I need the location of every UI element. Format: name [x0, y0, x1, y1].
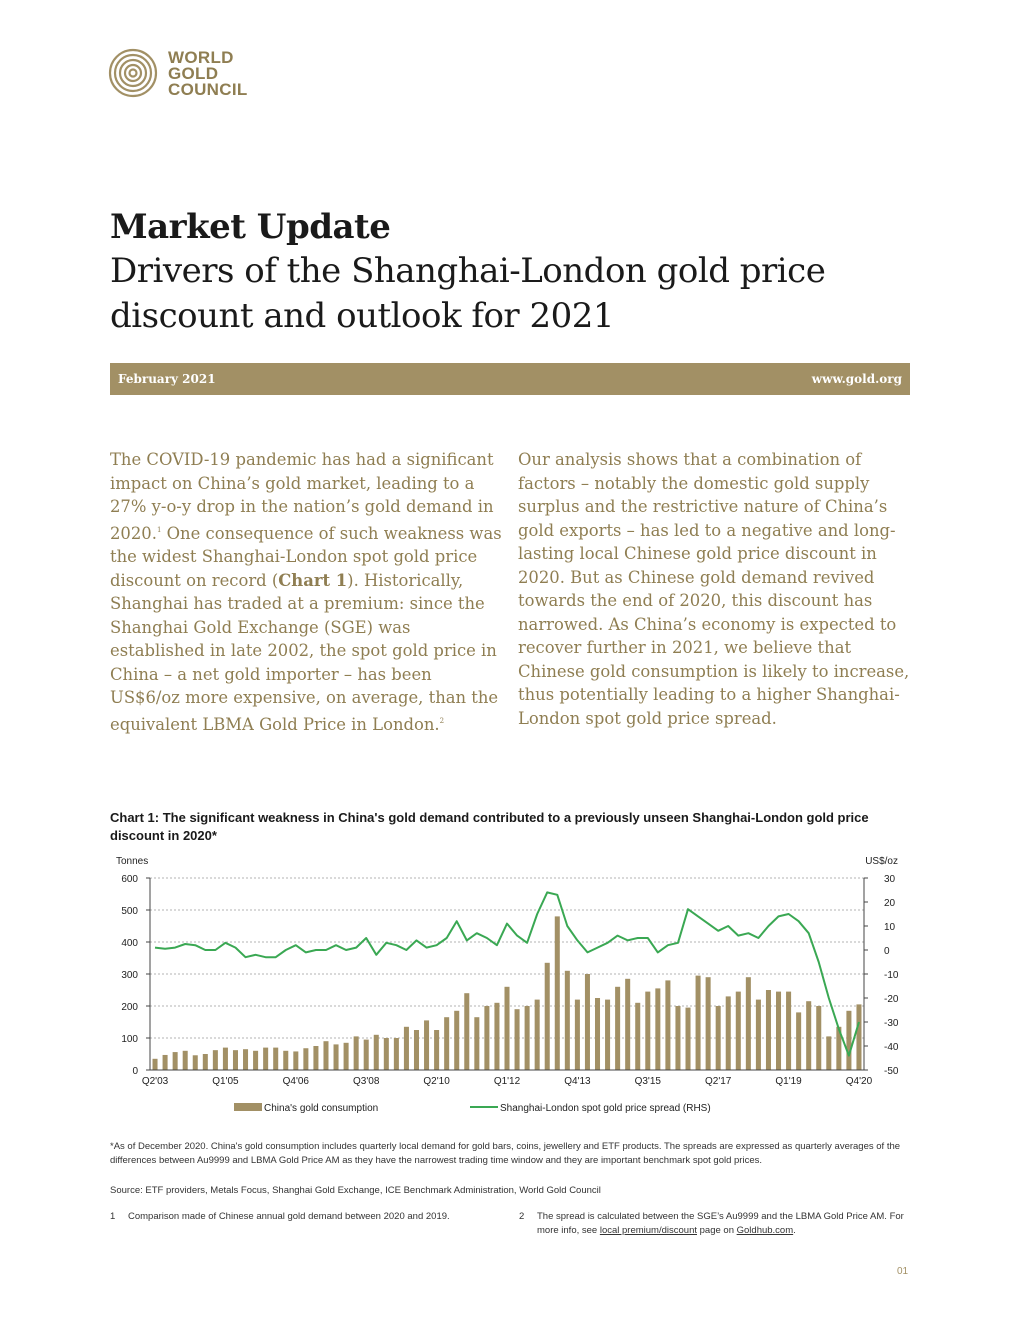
- bar-china-gold-consumption: [595, 998, 600, 1070]
- x-axis-tick-label: Q4'20: [845, 1076, 873, 1087]
- bar-china-gold-consumption: [454, 1011, 459, 1070]
- bar-china-gold-consumption: [344, 1043, 349, 1070]
- x-axis-tick-label: Q3'08: [353, 1076, 380, 1087]
- publication-date: February 2021: [118, 372, 216, 386]
- website-link[interactable]: www.gold.org: [811, 372, 902, 386]
- legend-swatch-consumption: [234, 1103, 262, 1111]
- logo-wordmark: [168, 50, 248, 98]
- chart-title: Chart 1: The significant weakness in China's gold demand contributed to a previously unseen Shanghai-London gold price discount in 2020*: [110, 810, 869, 843]
- bar-china-gold-consumption: [746, 977, 751, 1070]
- bar-china-gold-consumption: [686, 1008, 691, 1070]
- bar-china-gold-consumption: [575, 1000, 580, 1070]
- footnote-2-text-a: The spread is calculated between the SGE’s Au9999 and the LBMA Gold Price AM. For more info, see: [537, 1211, 904, 1236]
- right-axis-tick-label: -20: [884, 994, 899, 1005]
- bar-china-gold-consumption: [846, 1011, 851, 1070]
- chart-container: [100, 850, 920, 1125]
- bar-china-gold-consumption: [786, 992, 791, 1070]
- bar-china-gold-consumption: [736, 992, 741, 1070]
- intro-right-column: Our analysis shows that a combination of factors – notably the domestic gold supply surplus and the restrictive nature of China’s gold exports – has led to a negative and long-lasting local Chinese gold price discount in 2020. But as Chinese gold demand revived towards the end of 2020, this discount has narrowed. As China’s economy is expected to recover further in 2021, we believe that Chinese gold consumption is likely to increase, thus potentially leading to a higher Shanghai-London spot gold price spread.: [518, 450, 910, 728]
- x-axis-tick-label: Q1'05: [212, 1076, 239, 1087]
- bar-china-gold-consumption: [525, 1006, 530, 1070]
- bar-china-gold-consumption: [655, 988, 660, 1070]
- bar-china-gold-consumption: [515, 1009, 520, 1070]
- bar-china-gold-consumption: [424, 1020, 429, 1070]
- left-axis-tick-label: 100: [121, 1034, 138, 1045]
- bar-china-gold-consumption: [726, 996, 731, 1070]
- right-axis-tick-label: 10: [884, 922, 896, 933]
- bar-china-gold-consumption: [223, 1048, 228, 1070]
- goldhub-link[interactable]: Goldhub.com: [736, 1225, 794, 1236]
- left-axis-tick-label: 300: [121, 970, 138, 981]
- x-axis-tick-label: Q1'12: [493, 1076, 521, 1087]
- bar-china-gold-consumption: [374, 1035, 379, 1070]
- bar-china-gold-consumption: [555, 916, 560, 1070]
- document-subtitle: [110, 249, 910, 339]
- footnote-1-text: Comparison made of Chinese annual gold demand between 2020 and 2019.: [128, 1211, 450, 1222]
- bar-china-gold-consumption: [665, 980, 670, 1070]
- left-axis-tick-label: 600: [121, 874, 138, 885]
- subtitle-line-2: discount and outlook for 2021: [110, 296, 614, 336]
- footnote-2-text-b: page on: [697, 1225, 737, 1236]
- intro-text-part-1: The COVID-19 pandemic has had a significant impact on China’s gold market, leading to a 27% y-o-y drop in the nation’s gold demand in 2020.: [110, 450, 494, 543]
- bar-china-gold-consumption: [173, 1052, 178, 1070]
- bar-china-gold-consumption: [384, 1038, 389, 1070]
- right-axis-tick-label: -10: [884, 970, 899, 981]
- bar-china-gold-consumption: [625, 979, 630, 1070]
- bar-china-gold-consumption: [334, 1044, 339, 1070]
- bar-china-gold-consumption: [323, 1041, 328, 1070]
- left-axis-tick-label: 500: [121, 906, 138, 917]
- bar-china-gold-consumption: [756, 1000, 761, 1070]
- bar-china-gold-consumption: [354, 1036, 359, 1070]
- bar-china-gold-consumption: [706, 977, 711, 1070]
- footnote-2-text-c: .: [793, 1225, 796, 1236]
- left-axis-unit: Tonnes: [116, 856, 149, 867]
- gold-demand-spread-chart: [100, 850, 920, 1125]
- right-axis-tick-label: -40: [884, 1042, 899, 1053]
- page-number: 01: [897, 1266, 909, 1277]
- bar-china-gold-consumption: [696, 976, 701, 1070]
- bar-china-gold-consumption: [434, 1030, 439, 1070]
- bar-china-gold-consumption: [313, 1046, 318, 1070]
- chart-note: *As of December 2020. China's gold consumption includes quarterly local demand for gold bars, coins, jewellery and ETF products. The spreads are expressed as quarterly averages of the differences between Au9999 and LBMA Gold Price AM as they have the narrowest trading time window and they are important benchmark spot gold prices.: [110, 1141, 901, 1166]
- bar-china-gold-consumption: [716, 1006, 721, 1070]
- bar-china-gold-consumption: [364, 1040, 369, 1070]
- concentric-rings-icon: [108, 46, 158, 100]
- date-banner: [110, 363, 910, 395]
- left-axis-tick-label: 400: [121, 938, 138, 949]
- bar-china-gold-consumption: [545, 963, 550, 1070]
- x-axis-tick-label: Q4'13: [564, 1076, 591, 1087]
- bar-china-gold-consumption: [645, 992, 650, 1070]
- bar-china-gold-consumption: [856, 1004, 861, 1070]
- bar-china-gold-consumption: [183, 1051, 188, 1070]
- bar-china-gold-consumption: [535, 1000, 540, 1070]
- bar-china-gold-consumption: [273, 1048, 278, 1070]
- bar-china-gold-consumption: [675, 1006, 680, 1070]
- document-title-block: [110, 205, 910, 339]
- bar-china-gold-consumption: [404, 1027, 409, 1070]
- legend-label-spread: Shanghai-London spot gold price spread (RHS): [500, 1103, 711, 1114]
- footnote-ref-1: 1: [156, 525, 162, 534]
- chart-reference: Chart 1: [278, 570, 348, 590]
- bar-china-gold-consumption: [253, 1051, 258, 1070]
- chart-source: Source: ETF providers, Metals Focus, Shanghai Gold Exchange, ICE Benchmark Administration, World Gold Council: [110, 1185, 601, 1196]
- bar-china-gold-consumption: [826, 1036, 831, 1070]
- bar-china-gold-consumption: [213, 1050, 218, 1070]
- logo-line-1: WORLD: [168, 48, 234, 67]
- bar-china-gold-consumption: [484, 1006, 489, 1070]
- bar-china-gold-consumption: [394, 1038, 399, 1070]
- subtitle-line-1: Drivers of the Shanghai-London gold price: [110, 251, 826, 291]
- bar-china-gold-consumption: [816, 1006, 821, 1070]
- right-axis-tick-label: -30: [884, 1018, 899, 1029]
- left-axis-tick-label: 0: [132, 1066, 138, 1077]
- bar-china-gold-consumption: [243, 1049, 248, 1070]
- footnote-1-number: 1: [110, 1211, 116, 1222]
- bar-china-gold-consumption: [605, 1000, 610, 1070]
- footnote-ref-2: 2: [439, 716, 445, 725]
- x-axis-tick-label: Q3'15: [634, 1076, 661, 1087]
- bar-china-gold-consumption: [233, 1050, 238, 1070]
- x-axis-tick-label: Q2'10: [423, 1076, 450, 1087]
- document-title: Market Update: [110, 207, 391, 247]
- intro-text-part-3: ). Historically, Shanghai has traded at a premium: since the Shanghai Gold Exchange (SGE) was established in late 2002, the spot gold price in China – a net gold importer – has been US$6/oz more expensive, on average, than the equivalent LBMA Gold Price in London.: [110, 570, 499, 734]
- x-axis-tick-label: Q4'06: [282, 1076, 310, 1087]
- bar-china-gold-consumption: [615, 987, 620, 1070]
- bar-china-gold-consumption: [474, 1017, 479, 1070]
- bar-china-gold-consumption: [203, 1054, 208, 1070]
- local-premium-discount-link[interactable]: local premium/discount: [599, 1225, 697, 1236]
- x-axis-tick-label: Q2'03: [141, 1076, 169, 1087]
- intro-left-column: [110, 448, 506, 736]
- left-axis-tick-label: 200: [121, 1002, 138, 1013]
- intro-text-part-2: One consequence of such weakness was the widest Shanghai-London spot gold price discount on record (: [110, 523, 502, 590]
- bar-china-gold-consumption: [293, 1051, 298, 1070]
- right-axis-unit: US$/oz: [865, 856, 898, 867]
- bar-china-gold-consumption: [635, 1003, 640, 1070]
- bar-china-gold-consumption: [303, 1048, 308, 1070]
- world-gold-council-logo: [108, 44, 288, 108]
- logo-line-3: COUNCIL: [168, 80, 248, 99]
- bar-china-gold-consumption: [464, 993, 469, 1070]
- bar-china-gold-consumption: [263, 1048, 268, 1070]
- footnote-2-number: 2: [519, 1211, 525, 1222]
- x-axis-tick-label: Q1'19: [775, 1076, 802, 1087]
- x-axis-tick-label: Q2'17: [704, 1076, 732, 1087]
- bar-china-gold-consumption: [585, 974, 590, 1070]
- bar-china-gold-consumption: [796, 1012, 801, 1070]
- bar-china-gold-consumption: [283, 1051, 288, 1070]
- right-axis-tick-label: 20: [884, 898, 896, 909]
- logo-line-2: GOLD: [168, 64, 219, 83]
- legend-label-consumption: China's gold consumption: [264, 1103, 379, 1114]
- bar-china-gold-consumption: [163, 1055, 168, 1070]
- footnote-2-text: [537, 1210, 915, 1238]
- bar-china-gold-consumption: [565, 971, 570, 1070]
- right-axis-tick-label: 30: [884, 874, 896, 885]
- right-axis-tick-label: -50: [884, 1066, 899, 1077]
- bar-china-gold-consumption: [193, 1055, 198, 1070]
- bar-china-gold-consumption: [444, 1017, 449, 1070]
- right-axis-tick-label: 0: [884, 946, 890, 957]
- bar-china-gold-consumption: [806, 1001, 811, 1070]
- bar-china-gold-consumption: [414, 1030, 419, 1070]
- bar-china-gold-consumption: [494, 1003, 499, 1070]
- bar-china-gold-consumption: [153, 1059, 158, 1070]
- bar-china-gold-consumption: [776, 992, 781, 1070]
- bar-china-gold-consumption: [766, 990, 771, 1070]
- bar-china-gold-consumption: [504, 987, 509, 1070]
